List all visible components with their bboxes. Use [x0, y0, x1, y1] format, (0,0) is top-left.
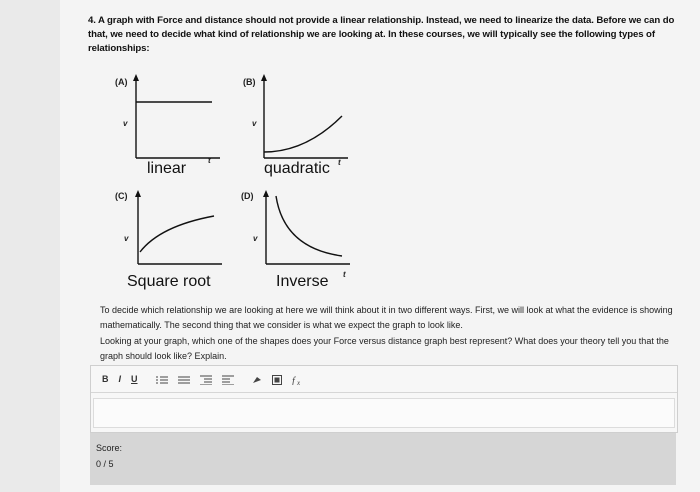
- graph-a-linear: [128, 74, 228, 164]
- score-label: Score:: [96, 443, 123, 453]
- graph-b-quadratic: [256, 74, 356, 164]
- formula-icon[interactable]: [287, 371, 309, 387]
- graph-c-y-label: v: [124, 234, 129, 243]
- underline-button[interactable]: U: [131, 374, 138, 384]
- graph-d-x-label: t: [343, 270, 346, 279]
- svg-text:f: f: [291, 375, 295, 385]
- graph-d-letter: (D): [241, 191, 254, 201]
- graph-c-square-root: [130, 190, 230, 276]
- indent-icon[interactable]: [195, 371, 217, 387]
- instructions-paragraph-2: Looking at your graph, which one of the shapes does your Force versus distance graph best represent? What does your theory tell you that the graph should look like? Explain.: [100, 336, 669, 361]
- graph-c-caption: Square root: [127, 273, 211, 290]
- link-icon[interactable]: [247, 371, 267, 387]
- instructions-paragraph-1: To decide which relationship we are looking at here we will think about it in two different ways. First, we will look at what the evidence is showing mathematically. The second thing that we consider is what we expect the graph to look like.: [100, 305, 673, 330]
- outdent-icon[interactable]: [217, 371, 239, 387]
- graph-a-x-label: t: [208, 156, 211, 165]
- answer-editor: [90, 365, 678, 433]
- graph-b-x-label: t: [338, 158, 341, 167]
- list-ordered-icon[interactable]: [151, 371, 173, 387]
- graph-d-y-label: v: [253, 234, 258, 243]
- graph-a-letter: (A): [115, 77, 128, 87]
- graph-b-caption: quadratic: [264, 160, 330, 177]
- editor-toolbar: [91, 366, 677, 393]
- list-unordered-icon[interactable]: [173, 371, 195, 387]
- question-text: 4. A graph with Force and distance should not provide a linear relationship. Instead, we need to linearize the data. Before we can do that, we need to decide what kind of relationship we are looking at. In these courses, we will typically see the following types of relationships:: [88, 15, 675, 54]
- graph-a-caption: linear: [147, 160, 187, 177]
- italic-button[interactable]: I: [118, 374, 122, 384]
- graph-d-caption: Inverse: [276, 273, 329, 290]
- graph-b-y-label: v: [252, 119, 257, 128]
- bold-button[interactable]: B: [102, 374, 109, 384]
- score-value: 0 / 5: [96, 459, 114, 469]
- svg-text:x: x: [296, 378, 300, 385]
- graph-c-letter: (C): [115, 191, 128, 201]
- graph-d-inverse: [258, 190, 358, 276]
- answer-text-input[interactable]: [93, 398, 675, 428]
- score-panel: [90, 433, 676, 485]
- graph-a-y-label: v: [123, 119, 128, 128]
- graph-b-letter: (B): [243, 77, 256, 87]
- image-icon[interactable]: [267, 371, 287, 387]
